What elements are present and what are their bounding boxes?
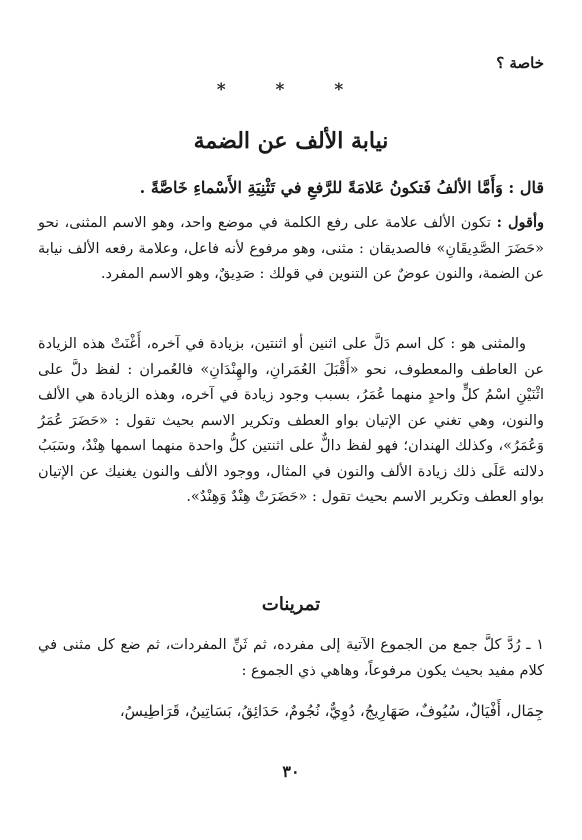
commentary-paragraph-2 (38, 332, 544, 511)
commentary-text-2: والمثنى هو : كل اسم دَلَّ على اثنين أو اثنتين، بزيادة في آخره، أَغْنَتْ هذه الزيادة عن العاطف والمعطوف، نحو «أَقْبَلَ العُمَرانِ، والهِنْدَانِ» فالعُمران : لفظ دلَّ على اثْنَيْنِ اسْمُ كلٍّ واحدٍ منهما عُمَرُ، بسبب وجود زيادة في آخره، وهذه الزيادة هي الألف والنون، وهي تغني عن الإتيان بواو العطف وتكرير الاسم بحيث تقول : «حَضَرَ عُمَرُ وَعُمَرُ»، وكذلك الهندان؛ فهو لفظ دالٌّ على اثنتين كلُّ واحدة منهما اسمها هِنْدٌ، وسَبَبُ دلالته عَلَى ذلك زيادة الألف والنون في المثال، ووجود الألف والنون يغنيك عن الإتيان بواو العطف وتكرير الاسم بحيث تقول : «حَضَرَتْ هِنْدٌ وَهِنْدٌ». (38, 336, 544, 505)
commentary-text-1: تكون الألف علامة على رفع الكلمة في موضع واحد، وهو الاسم المثنى، نحو «حَضَرَ الصَّدِيقَانِ» فالصديقان : مثنى، وهو مرفوع لأنه فاعل، وعلامة رفعه الألف نيابة عن الضمة، والنون عوضٌ عن التنوين في قولك : صَدِيقٌ، وهو الاسم المفرد. (38, 215, 544, 282)
exercise-words-list: جِمَال، أَفْيَالٌ، سُيُوفٌ، صَهَارِيجُ، دُوِيٌّ، نُجُومٌ، حَدَائِقُ، بَسَاتِينُ، قَرَاطِيسُ، (119, 702, 544, 720)
exercises-title: تمرينات (261, 594, 321, 615)
matn-quote (38, 173, 544, 203)
exercise-item-1: ١ ـ رُدَّ كلَّ جمع من الجموع الآتية إلى مفرده، ثم ثَنِّ المفردات، ثم ضع كل مثنى في كلام مفيد بحيث يكون مرفوعاً، وهاهي ذي الجموع : (38, 637, 544, 679)
matn-lead: قال : (508, 178, 544, 197)
section-title: نيابة الألف عن الضمة (193, 128, 389, 154)
book-page (38, 0, 544, 840)
running-header: خاصة ؟ (496, 54, 544, 72)
page-number: ٣٠ (282, 762, 300, 781)
section-separator: * * * (216, 80, 366, 100)
matn-text: وَأَمَّا الألفُ فَتكونُ عَلامَةً للرَّفعِ في تَثْنِيَةِ الأَسْماءِ خَاصَّةً . (139, 178, 503, 197)
commentary-paragraph-1 (38, 210, 544, 288)
commentary-lead: وأقول : (496, 214, 545, 231)
